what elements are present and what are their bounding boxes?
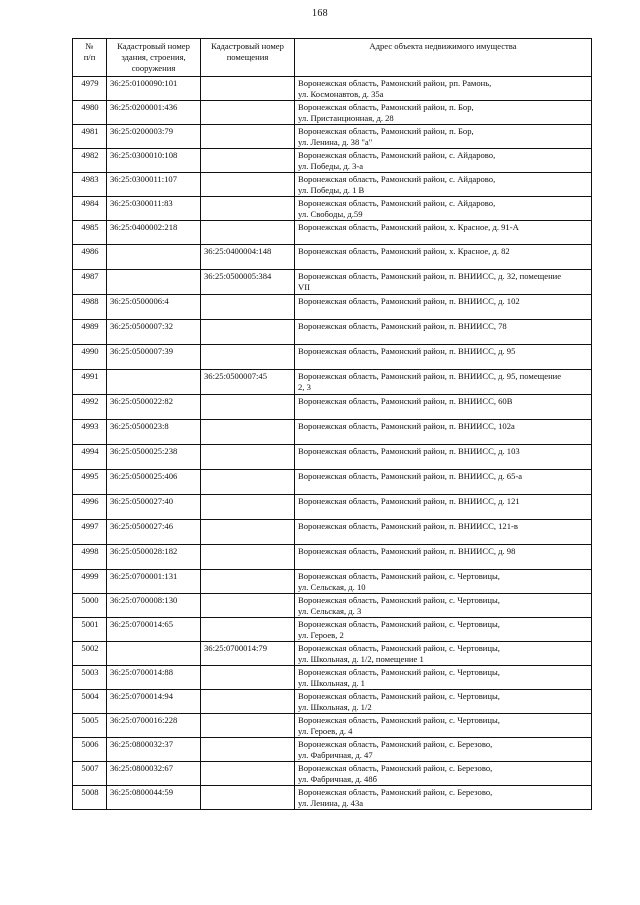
address-line: Воронежская область, Рамонский район, с. Березово, — [298, 787, 493, 797]
address — [295, 470, 592, 495]
row-number: 5001 — [73, 618, 107, 642]
header-building-cadastral — [107, 39, 201, 77]
address-line: Воронежская область, Рамонский район, с. Чертовицы, — [298, 691, 500, 701]
page-number: 168 — [312, 8, 328, 19]
room-cadastral-number — [201, 445, 295, 470]
table-header-row — [73, 39, 592, 77]
room-cadastral-number — [201, 738, 295, 762]
address-line: 2, 3 — [298, 381, 311, 392]
table-row — [73, 520, 592, 545]
room-cadastral-number — [201, 77, 295, 101]
table-row — [73, 320, 592, 345]
table-row — [73, 149, 592, 173]
address-line: ул. Сельская, д. 3 — [298, 605, 362, 616]
address-line: ул. Пристанционная, д. 28 — [298, 112, 394, 123]
building-cadastral-number: 36:25:0500007:39 — [107, 345, 201, 370]
address — [295, 738, 592, 762]
address-line: ул. Школьная, д. 1 — [298, 677, 365, 688]
room-cadastral-number — [201, 594, 295, 618]
table-row — [73, 125, 592, 149]
address-line: ул. Свободы, д.59 — [298, 208, 363, 219]
row-number: 4984 — [73, 197, 107, 221]
building-cadastral-number — [107, 642, 201, 666]
row-number: 4986 — [73, 245, 107, 270]
address-line: ул. Школьная, д. 1/2, помещение 1 — [298, 653, 424, 664]
row-number: 4997 — [73, 520, 107, 545]
header-address — [295, 39, 592, 77]
address-line: ул. Сельская, д. 10 — [298, 581, 366, 592]
building-cadastral-number: 36:25:0500027:46 — [107, 520, 201, 545]
row-number: 4991 — [73, 370, 107, 395]
building-cadastral-number: 36:25:0700008:130 — [107, 594, 201, 618]
address-line: Воронежская область, Рамонский район, п. ВНИИСС, д. 32, помещение — [298, 271, 562, 281]
address-line: ул. Фабричная, д. 47 — [298, 749, 373, 760]
room-cadastral-number — [201, 101, 295, 125]
row-number: 4995 — [73, 470, 107, 495]
building-cadastral-number: 36:25:0200001:436 — [107, 101, 201, 125]
table-row — [73, 77, 592, 101]
table-row — [73, 173, 592, 197]
room-cadastral-number — [201, 345, 295, 370]
row-number: 4989 — [73, 320, 107, 345]
address-line: ул. Школьная, д. 1/2 — [298, 701, 372, 712]
table-row — [73, 642, 592, 666]
address-line: ул. Фабричная, д. 48б — [298, 773, 377, 784]
row-number: 4983 — [73, 173, 107, 197]
header-number-line: п/п — [83, 52, 96, 62]
room-cadastral-number — [201, 149, 295, 173]
header-address-line: Адрес объекта недвижимого имущества — [369, 41, 517, 51]
building-cadastral-number: 36:25:0500028:182 — [107, 545, 201, 570]
header-number-line: № — [85, 41, 94, 51]
table-row — [73, 762, 592, 786]
address-line: ул. Космонавтов, д. 35а — [298, 88, 384, 99]
address — [295, 295, 592, 320]
building-cadastral-number: 36:25:0500023:8 — [107, 420, 201, 445]
building-cadastral-number: 36:25:0100090:101 — [107, 77, 201, 101]
address — [295, 149, 592, 173]
header-building-line: сооружения — [131, 63, 176, 73]
address-line: Воронежская область, Рамонский район, с. Чертовицы, — [298, 619, 500, 629]
address — [295, 445, 592, 470]
address — [295, 345, 592, 370]
address — [295, 594, 592, 618]
row-number: 4992 — [73, 395, 107, 420]
row-number: 4993 — [73, 420, 107, 445]
header-building-line: здания, строения, — [121, 52, 186, 62]
address-line: VII — [298, 281, 310, 292]
room-cadastral-number — [201, 786, 295, 810]
row-number: 5003 — [73, 666, 107, 690]
address — [295, 786, 592, 810]
address-line: Воронежская область, Рамонский район, п. ВНИИСС, д. 98 — [298, 546, 516, 556]
room-cadastral-number — [201, 618, 295, 642]
room-cadastral-number — [201, 395, 295, 420]
row-number: 5006 — [73, 738, 107, 762]
address-line: Воронежская область, Рамонский район, п. ВНИИСС, д. 121 — [298, 496, 520, 506]
row-number: 4996 — [73, 495, 107, 520]
table-row — [73, 101, 592, 125]
address — [295, 495, 592, 520]
room-cadastral-number — [201, 295, 295, 320]
address-line: Воронежская область, Рамонский район, п. ВНИИСС, д. 65-а — [298, 471, 523, 481]
building-cadastral-number: 36:25:0500025:238 — [107, 445, 201, 470]
address-line: Воронежская область, Рамонский район, с. Айдарово, — [298, 174, 496, 184]
address-line: Воронежская область, Рамонский район, п. ВНИИСС, 102а — [298, 421, 515, 431]
room-cadastral-number — [201, 470, 295, 495]
building-cadastral-number — [107, 370, 201, 395]
table-row — [73, 370, 592, 395]
address-line: Воронежская область, Рамонский район, с. Чертовицы, — [298, 571, 500, 581]
address — [295, 101, 592, 125]
row-number: 4998 — [73, 545, 107, 570]
room-cadastral-number — [201, 762, 295, 786]
table-row — [73, 786, 592, 810]
address-line: ул. Героев, д. 4 — [298, 725, 353, 736]
room-cadastral-number — [201, 714, 295, 738]
room-cadastral-number — [201, 520, 295, 545]
table-row — [73, 295, 592, 320]
table-row — [73, 495, 592, 520]
table-row — [73, 197, 592, 221]
address-line: ул. Победы, д. 3-а — [298, 160, 364, 171]
address — [295, 520, 592, 545]
table-row — [73, 690, 592, 714]
table-body — [73, 77, 592, 810]
table-row — [73, 545, 592, 570]
address-line: Воронежская область, Рамонский район, с. Чертовицы, — [298, 715, 500, 725]
row-number: 4994 — [73, 445, 107, 470]
address-line: Воронежская область, Рамонский район, п. ВНИИСС, 78 — [298, 321, 507, 331]
address-line: Воронежская область, Рамонский район, п. ВНИИСС, д. 103 — [298, 446, 520, 456]
address-line: Воронежская область, Рамонский район, п. ВНИИСС, д. 102 — [298, 296, 520, 306]
table-row — [73, 420, 592, 445]
table-row — [73, 470, 592, 495]
room-cadastral-number — [201, 420, 295, 445]
table-row — [73, 570, 592, 594]
address — [295, 642, 592, 666]
address-line: Воронежская область, Рамонский район, п. ВНИИСС, д. 95 — [298, 346, 516, 356]
building-cadastral-number — [107, 245, 201, 270]
room-cadastral-number — [201, 545, 295, 570]
room-cadastral-number — [201, 690, 295, 714]
row-number: 4988 — [73, 295, 107, 320]
row-number: 4982 — [73, 149, 107, 173]
table-row — [73, 270, 592, 295]
header-building-line: Кадастровый номер — [117, 41, 190, 51]
address-line: Воронежская область, Рамонский район, с. Айдарово, — [298, 150, 496, 160]
address — [295, 221, 592, 245]
row-number: 4987 — [73, 270, 107, 295]
address — [295, 77, 592, 101]
table-row — [73, 221, 592, 245]
building-cadastral-number: 36:25:0300010:108 — [107, 149, 201, 173]
address-line: Воронежская область, Рамонский район, с. Айдарово, — [298, 198, 496, 208]
row-number: 4999 — [73, 570, 107, 594]
building-cadastral-number — [107, 270, 201, 295]
room-cadastral-number: 36:25:0500005:384 — [201, 270, 295, 295]
room-cadastral-number — [201, 125, 295, 149]
address-line: Воронежская область, Рамонский район, с. Березово, — [298, 763, 493, 773]
room-cadastral-number — [201, 197, 295, 221]
row-number: 5000 — [73, 594, 107, 618]
building-cadastral-number: 36:25:0800032:37 — [107, 738, 201, 762]
building-cadastral-number: 36:25:0200003:79 — [107, 125, 201, 149]
address — [295, 173, 592, 197]
address — [295, 690, 592, 714]
table-row — [73, 714, 592, 738]
table-row — [73, 738, 592, 762]
header-room-cadastral — [201, 39, 295, 77]
building-cadastral-number: 36:25:0400002:218 — [107, 221, 201, 245]
room-cadastral-number — [201, 320, 295, 345]
table-row — [73, 395, 592, 420]
table-row — [73, 345, 592, 370]
address-line: ул. Ленина, д. 38 "а" — [298, 136, 373, 147]
row-number: 5005 — [73, 714, 107, 738]
address-line: ул. Победы, д. 1 В — [298, 184, 365, 195]
row-number: 5007 — [73, 762, 107, 786]
room-cadastral-number: 36:25:0700014:79 — [201, 642, 295, 666]
room-cadastral-number: 36:25:0500007:45 — [201, 370, 295, 395]
address — [295, 570, 592, 594]
address — [295, 197, 592, 221]
table-row — [73, 666, 592, 690]
address — [295, 666, 592, 690]
address-line: Воронежская область, Рамонский район, п. ВНИИСС, д. 95, помещение — [298, 371, 562, 381]
address-line: Воронежская область, Рамонский район, п. Бор, — [298, 126, 474, 136]
address — [295, 270, 592, 295]
address — [295, 762, 592, 786]
address-line: Воронежская область, Рамонский район, с. Чертовицы, — [298, 595, 500, 605]
building-cadastral-number: 36:25:0800032:67 — [107, 762, 201, 786]
address — [295, 618, 592, 642]
address-line: Воронежская область, Рамонский район, с. Чертовицы, — [298, 643, 500, 653]
header-number — [73, 39, 107, 77]
table-row — [73, 245, 592, 270]
building-cadastral-number: 36:25:0800044:59 — [107, 786, 201, 810]
row-number: 5002 — [73, 642, 107, 666]
row-number: 4990 — [73, 345, 107, 370]
property-registry-table — [72, 38, 592, 810]
row-number: 5004 — [73, 690, 107, 714]
building-cadastral-number: 36:25:0700014:65 — [107, 618, 201, 642]
address-line: Воронежская область, Рамонский район, п. ВНИИСС, 121-в — [298, 521, 518, 531]
address — [295, 395, 592, 420]
room-cadastral-number — [201, 570, 295, 594]
table-row — [73, 618, 592, 642]
building-cadastral-number: 36:25:0500027:40 — [107, 495, 201, 520]
table-row — [73, 594, 592, 618]
address — [295, 320, 592, 345]
address — [295, 420, 592, 445]
address-line: Воронежская область, Рамонский район, х. Красное, д. 91-А — [298, 222, 519, 232]
address-line: Воронежская область, Рамонский район, рп. Рамонь, — [298, 78, 492, 88]
room-cadastral-number: 36:25:0400004:148 — [201, 245, 295, 270]
header-room-line: помещения — [226, 52, 269, 62]
row-number: 4981 — [73, 125, 107, 149]
address-line: ул. Героев, 2 — [298, 629, 344, 640]
building-cadastral-number: 36:25:0500022:82 — [107, 395, 201, 420]
room-cadastral-number — [201, 221, 295, 245]
building-cadastral-number: 36:25:0700014:94 — [107, 690, 201, 714]
building-cadastral-number: 36:25:0700001:131 — [107, 570, 201, 594]
address-line: Воронежская область, Рамонский район, п. ВНИИСС, 60В — [298, 396, 513, 406]
address — [295, 545, 592, 570]
address-line: ул. Ленина, д. 43а — [298, 797, 364, 808]
header-room-line: Кадастровый номер — [211, 41, 284, 51]
address-line: Воронежская область, Рамонский район, с. Чертовицы, — [298, 667, 500, 677]
building-cadastral-number: 36:25:0700014:88 — [107, 666, 201, 690]
row-number: 5008 — [73, 786, 107, 810]
table-row — [73, 445, 592, 470]
building-cadastral-number: 36:25:0300011:107 — [107, 173, 201, 197]
row-number: 4979 — [73, 77, 107, 101]
address-line: Воронежская область, Рамонский район, х. Красное, д. 82 — [298, 246, 510, 256]
address — [295, 245, 592, 270]
address-line: Воронежская область, Рамонский район, с. Березово, — [298, 739, 493, 749]
row-number: 4985 — [73, 221, 107, 245]
building-cadastral-number: 36:25:0500007:32 — [107, 320, 201, 345]
building-cadastral-number: 36:25:0500006:4 — [107, 295, 201, 320]
room-cadastral-number — [201, 666, 295, 690]
address — [295, 370, 592, 395]
row-number: 4980 — [73, 101, 107, 125]
room-cadastral-number — [201, 495, 295, 520]
building-cadastral-number: 36:25:0700016:228 — [107, 714, 201, 738]
building-cadastral-number: 36:25:0500025:406 — [107, 470, 201, 495]
room-cadastral-number — [201, 173, 295, 197]
address — [295, 714, 592, 738]
building-cadastral-number: 36:25:0300011:83 — [107, 197, 201, 221]
address-line: Воронежская область, Рамонский район, п. Бор, — [298, 102, 474, 112]
address — [295, 125, 592, 149]
